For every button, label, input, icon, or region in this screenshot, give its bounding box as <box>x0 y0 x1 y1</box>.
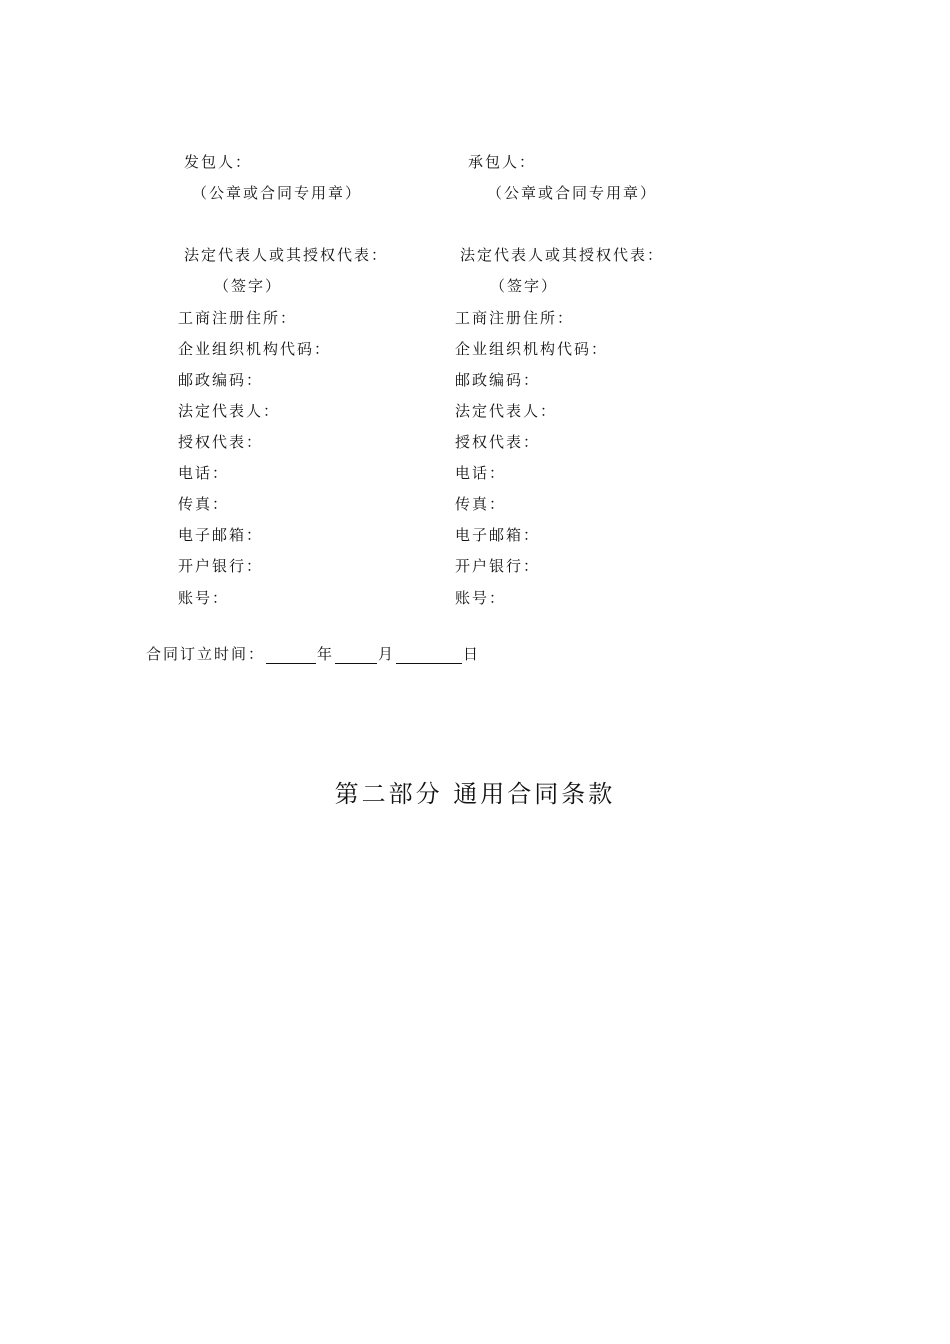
contractor-field-bank: 开户银行： <box>455 557 541 575</box>
contractor-rep-sign: 法定代表人或其授权代表： <box>460 246 665 264</box>
employer-field-legal-rep: 法定代表人： <box>178 402 281 420</box>
employer-field-fax: 传真： <box>178 495 230 513</box>
employer-field-bank: 开户银行： <box>178 557 264 575</box>
employer-field-postcode: 邮政编码： <box>178 371 264 389</box>
contract-date-label: 合同订立时间： <box>146 645 266 663</box>
contractor-field-auth-rep: 授权代表： <box>455 433 541 451</box>
contractor-signature-block <box>455 0 755 700</box>
employer-field-phone: 电话： <box>178 464 230 482</box>
employer-sign-note: （签字） <box>214 277 283 295</box>
contractor-field-account: 账号： <box>455 589 507 607</box>
contractor-field-postcode: 邮政编码： <box>455 371 541 389</box>
day-label: 日 <box>463 645 481 663</box>
contractor-field-legal-rep: 法定代表人： <box>455 402 558 420</box>
employer-rep-sign: 法定代表人或其授权代表： <box>184 246 389 264</box>
year-blank <box>266 647 316 664</box>
employer-field-account: 账号： <box>178 589 230 607</box>
employer-field-address: 工商注册住所： <box>178 309 298 327</box>
employer-title: 发包人： <box>184 153 253 171</box>
employer-field-auth-rep: 授权代表： <box>178 433 264 451</box>
contractor-field-phone: 电话： <box>455 464 507 482</box>
day-blank <box>396 647 462 664</box>
year-label: 年 <box>317 645 335 663</box>
contractor-field-email: 电子邮箱： <box>455 526 541 544</box>
contractor-sign-note: （签字） <box>490 277 559 295</box>
employer-seal-note: （公章或合同专用章） <box>192 184 363 202</box>
section-heading: 第二部分 通用合同条款 <box>334 780 616 808</box>
contractor-field-fax: 传真： <box>455 495 507 513</box>
employer-signature-block <box>178 0 481 700</box>
contractor-field-address: 工商注册住所： <box>455 309 575 327</box>
month-label: 月 <box>378 645 396 663</box>
contract-date-row <box>146 644 480 664</box>
contractor-title: 承包人： <box>468 153 537 171</box>
contractor-field-org-code: 企业组织机构代码： <box>455 340 609 358</box>
contractor-seal-note: （公章或合同专用章） <box>487 184 658 202</box>
month-blank <box>335 647 377 664</box>
employer-field-org-code: 企业组织机构代码： <box>178 340 332 358</box>
employer-field-email: 电子邮箱： <box>178 526 264 544</box>
